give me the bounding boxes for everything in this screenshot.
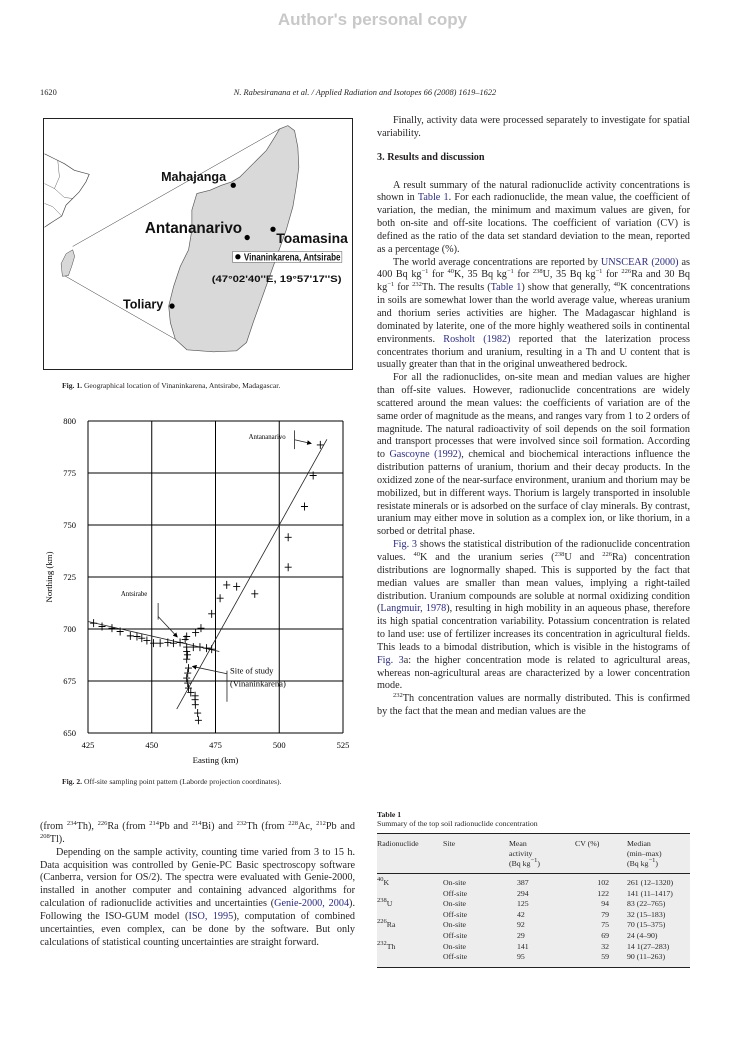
label-coordinates: (47°02'40''E, 19°57'17''S) xyxy=(211,274,342,286)
madagascar-map xyxy=(44,119,352,369)
data-point-plus xyxy=(217,594,224,602)
cell-site: Off-site xyxy=(443,952,468,962)
text-run: . For each radionuclide, the mean value, the coefficient of variation, the median, the minimum and maximum values are given, for both on-site and off-site locations. The coefficient of variation (CV) is defined as the ratio of the data set standard deviation to the mean, reported as a percentage (%). xyxy=(377,192,690,255)
annotation-arrow-site-of-study xyxy=(193,666,227,673)
annotation-arrow-antananarivo xyxy=(295,440,312,444)
annotation-label: Site of study xyxy=(230,665,274,676)
y-tick-label: 800 xyxy=(63,416,76,426)
cell-radionuclide xyxy=(377,952,443,967)
text-run: for xyxy=(428,269,448,281)
data-point-plus xyxy=(184,679,191,687)
data-point-plus xyxy=(133,632,140,640)
superscript: 226 xyxy=(621,268,632,276)
city-dot-antananarivo xyxy=(245,235,250,240)
cell-radionuclide xyxy=(377,874,443,889)
cell-median: 70 (15–375) xyxy=(627,920,666,930)
citation-link[interactable]: Rosholt (1982) xyxy=(443,333,511,345)
superscript: 232 xyxy=(412,281,422,289)
cell-median: 90 (11–263) xyxy=(627,952,666,962)
text-run: Ra) concentration distributions are lognormally shaped. This is supported by the fact that median values are smaller than mean values, implying a right-tailed distribution. Uranium compounds are soluble at normal oxidizing condition ( xyxy=(377,552,690,615)
cell-mean: 29 xyxy=(517,930,525,940)
label-mahajanga: Mahajanga xyxy=(161,169,227,184)
data-point-plus xyxy=(184,651,191,659)
header-site: Site xyxy=(443,834,509,874)
x-tick-label: 450 xyxy=(145,740,159,750)
table-row xyxy=(377,931,690,942)
cell-median: 83 (22–765) xyxy=(627,899,666,909)
y-tick-label: 750 xyxy=(63,520,76,530)
x-tick-label: 525 xyxy=(336,740,350,750)
page-number: 1620 xyxy=(40,88,57,97)
paragraph xyxy=(377,539,690,693)
data-point-plus xyxy=(285,533,292,541)
header-sup: −1 xyxy=(530,857,538,864)
superscript: 214 xyxy=(191,820,202,827)
citation-link[interactable]: UNSCEAR (2000) xyxy=(600,256,679,268)
paragraph xyxy=(377,372,690,539)
cell-mean: 95 xyxy=(517,952,525,962)
data-point-plus xyxy=(317,441,324,449)
header-text: ) xyxy=(655,859,658,868)
watermark: Author's personal copy xyxy=(277,10,468,29)
text-run: U and xyxy=(564,552,603,563)
annotation-label: Antsirabe xyxy=(120,590,148,598)
cell-radionuclide xyxy=(377,920,443,931)
table-1 xyxy=(377,810,690,968)
x-tick-label: 475 xyxy=(209,740,222,750)
cell-median: 141 (11–1417) xyxy=(627,888,673,898)
text-run: Tl). xyxy=(49,833,65,845)
text-run: reported that the laterization process concentrates thorium and uranium, resulting in a Th and U content that is usually greater than that in the original unweathered bedrock. xyxy=(377,333,690,371)
cell-mean: 141 xyxy=(517,941,529,951)
data-point-plus xyxy=(108,624,115,632)
y-tick-label: 650 xyxy=(63,728,76,738)
data-point-plus xyxy=(185,664,192,672)
data-point-plus xyxy=(285,563,292,571)
text-run: Th), xyxy=(76,821,98,832)
header-text: ) xyxy=(537,859,540,868)
cell-cv: 59 xyxy=(601,952,609,962)
cell-cv: 79 xyxy=(601,909,609,919)
cell-site: On-site xyxy=(443,920,466,930)
mass-number: 232 xyxy=(377,939,387,947)
superscript: 238 xyxy=(532,268,543,276)
text-run: shows the statistical distribution of the radionuclide concentration values. xyxy=(377,539,691,563)
header-median xyxy=(627,834,690,874)
header-text: (Bq kg xyxy=(627,859,649,868)
cell-site: Off-site xyxy=(443,909,468,919)
paragraph xyxy=(40,847,355,950)
text-run: Ra (from xyxy=(107,821,150,832)
table-header-row xyxy=(377,834,690,874)
cell-cv: 94 xyxy=(601,899,609,909)
header-text: Mean xyxy=(509,839,527,848)
label-vinaninkarena: Vinaninkarena, Antsirabe xyxy=(243,252,341,264)
x-axis-label: Easting (km) xyxy=(192,755,239,765)
label-toliary: Toliary xyxy=(123,297,164,312)
superscript: 214 xyxy=(149,820,159,827)
left-column-text xyxy=(40,821,355,949)
text-run: K and the uranium series ( xyxy=(419,552,555,563)
header-sup: −1 xyxy=(648,857,656,864)
cell-radionuclide xyxy=(377,939,443,953)
element-symbol: Th xyxy=(386,941,396,951)
cell-cv: 122 xyxy=(597,888,609,898)
text-run: (from xyxy=(40,821,67,832)
cell-site: On-site xyxy=(443,899,466,909)
table-caption: Summary of the top soil radionuclide concentration xyxy=(377,819,538,828)
citation-link[interactable]: Fig. 3 xyxy=(377,654,404,666)
text-run: Ac, xyxy=(297,821,317,832)
data-point-plus xyxy=(208,645,215,653)
header-mean-activity xyxy=(509,834,575,874)
data-point-plus xyxy=(190,643,197,651)
data-point-plus xyxy=(197,624,204,632)
cell-radionuclide xyxy=(377,899,443,910)
text-run: Ra and 30 Bq kg xyxy=(377,269,690,294)
y-tick-label: 675 xyxy=(63,676,76,686)
text-run: The world average concentrations are reported by xyxy=(393,256,601,268)
header-radionuclide: Radionuclide xyxy=(377,834,443,874)
citation-link[interactable]: Fig. 3 xyxy=(393,539,418,551)
mass-number: 226 xyxy=(377,918,387,926)
text-run: Bi) and xyxy=(201,821,237,832)
data-point-plus xyxy=(192,629,199,637)
text-run: K concentrations in soils are somewhat lower than the world average value, whereas uranium and thorium series activities are higher. The Madagascar highland is dominated by laterite, one of the more highly weathered soils in continental environments. xyxy=(377,282,690,345)
figure-2-caption xyxy=(62,777,281,786)
figure-2-scatter-chart xyxy=(40,410,360,775)
header-text: activity xyxy=(509,849,533,858)
cell-mean: 42 xyxy=(517,909,525,919)
data-point-plus xyxy=(183,655,190,663)
text-run: for xyxy=(602,269,622,281)
citation-link[interactable]: Table 1 xyxy=(417,192,449,204)
journal-citation: N. Rabesiranana et al. / Applied Radiation and Isotopes 66 (2008) 1619–1622 xyxy=(233,88,497,97)
africa-borders xyxy=(45,184,73,199)
header-text: (min–max) xyxy=(627,849,662,858)
data-point-plus xyxy=(138,634,145,642)
table-row xyxy=(377,889,690,900)
text-run: ), resulting in high mobility in an aqueous phase, therefore its high spatial concentration variability. Potassium concentration is related to land use: use of fertilizer increases its concentration in agricultural fields. This leads to a bimodal distribution, which is visible in the histograms of xyxy=(377,603,690,653)
superscript: −1 xyxy=(506,268,514,276)
figure-1-label: Fig. 1. xyxy=(62,381,83,390)
cell-mean: 294 xyxy=(517,888,529,898)
superscript: 40 xyxy=(447,268,454,276)
text-run: as 400 Bq kg xyxy=(377,256,690,281)
madagascar-inset xyxy=(61,250,75,276)
paragraph xyxy=(377,180,690,257)
table-label: Table 1 xyxy=(377,810,402,819)
data-point-plus xyxy=(143,636,150,644)
superscript: 212 xyxy=(316,820,326,827)
data-point-plus xyxy=(301,502,308,510)
text-run: Finally, activity data were processed separately to investigate for spatial variability. xyxy=(377,115,690,139)
citation-link[interactable]: Table 1 xyxy=(490,282,522,294)
cell-site: Off-site xyxy=(443,930,468,940)
paragraph xyxy=(377,257,690,373)
cell-cv: 69 xyxy=(601,930,609,940)
cell-mean: 387 xyxy=(517,878,529,887)
superscript: 208 xyxy=(40,832,50,840)
city-dot-vinaninkarena xyxy=(235,254,240,259)
data-point-plus xyxy=(251,590,258,598)
text-run: Pb and xyxy=(325,821,355,832)
text-run: For all the radionuclides, on-site mean and median values are higher than off-site values. However, radionuclide concentrations are widely scattered around the mean values: the coefficients of variation are of the same order of magnitude as the means, and ranges vary from 1 to 2 orders of magnitude. The natural radioactivity of soil depends on the soil formation and transport processes that were involved since soil formation. According to xyxy=(377,372,690,461)
superscript: 226 xyxy=(602,551,612,558)
superscript: −1 xyxy=(421,268,429,276)
radionuclide-summary-table xyxy=(377,833,690,968)
text-run: for xyxy=(513,269,533,281)
data-point-plus xyxy=(184,669,191,677)
figure-1-caption-text: Geographical location of Vinaninkarena, Antsirabe, Madagascar. xyxy=(83,381,281,390)
text-run: a: the higher concentration mode is related to agricultural areas, whereas non-agricultural areas are characterized by a lower concentration mode. xyxy=(377,654,690,692)
superscript: 232 xyxy=(393,692,403,700)
data-point-plus xyxy=(194,709,201,717)
section-heading: 3. Results and discussion xyxy=(377,151,485,163)
cell-site: On-site xyxy=(443,941,466,951)
right-column-text xyxy=(377,115,690,719)
city-dot-mahajanga xyxy=(231,183,236,188)
table-row xyxy=(377,952,690,967)
table-row xyxy=(377,920,690,931)
y-tick-label: 725 xyxy=(63,572,76,582)
text-run: Th concentration values are normally distributed. This is confirmed by the fact that the mean and median values are the xyxy=(377,693,690,718)
text-run: Th (from xyxy=(246,821,289,832)
figure-1-map xyxy=(43,118,353,370)
label-toamasina: Toamasina xyxy=(276,230,348,247)
text-run: ) show that generally, xyxy=(521,282,614,294)
header-cv: CV (%) xyxy=(575,834,627,874)
x-tick-label: 500 xyxy=(272,740,286,750)
paragraph xyxy=(40,821,355,847)
table-row xyxy=(377,899,690,910)
table-row xyxy=(377,910,690,921)
data-point-plus xyxy=(233,583,240,591)
y-axis-label: Northing (km) xyxy=(44,551,54,603)
paragraph xyxy=(377,693,690,719)
citation-link[interactable]: Genie-2000, 2004 xyxy=(274,898,350,910)
annotation-arrow-antsirabe xyxy=(158,617,177,637)
y-tick-label: 775 xyxy=(63,468,76,478)
data-point-plus xyxy=(164,639,171,647)
superscript: 40 xyxy=(413,551,420,558)
data-point-plus xyxy=(223,581,230,589)
y-tick-label: 700 xyxy=(63,624,76,634)
mass-number: 40 xyxy=(377,876,384,883)
cell-cv: 32 xyxy=(601,941,609,951)
text-run: Depending on the sample activity, counting time varied from 3 to 15 h. Data acquisition was controlled by Genie-PC Basic spectroscopy software (Canberra, version for OS/2). The spectra were evaluated with Genie-2000, installed in another computer and containing advanced algorithms for calculation of radionuclide activities and uncertainties ( xyxy=(40,846,355,910)
data-point-plus xyxy=(157,639,164,647)
text-run: U, 35 Bq kg xyxy=(542,269,596,281)
element-symbol: K xyxy=(383,878,390,887)
citation-link[interactable]: Gascoyne (1992) xyxy=(389,449,462,461)
annotation-label: Antananarivo xyxy=(248,434,286,442)
header-text: Median xyxy=(627,839,651,848)
text-run: A result summary of the natural radionuclide activity concentrations is shown in xyxy=(377,179,690,204)
table-row xyxy=(377,942,690,953)
table-row xyxy=(377,874,690,889)
superscript: 234 xyxy=(66,820,77,827)
element-symbol: Ra xyxy=(386,920,396,930)
figure-2-caption-text: Off-site sampling point pattern (Laborde projection coordinates). xyxy=(83,777,282,786)
paragraph xyxy=(377,115,690,141)
x-tick-label: 425 xyxy=(81,740,95,750)
figure-1-caption xyxy=(62,381,280,390)
africa-borders xyxy=(45,203,62,216)
cell-cv: 75 xyxy=(601,920,609,930)
data-point-plus xyxy=(150,639,157,647)
element-symbol: U xyxy=(386,899,393,909)
africa-coastline xyxy=(45,154,90,228)
cell-median: 261 (12–1320) xyxy=(627,878,674,887)
data-point-plus xyxy=(183,647,190,655)
data-point-plus xyxy=(90,619,97,627)
city-dot-toliary xyxy=(169,303,174,308)
cell-mean: 92 xyxy=(517,920,525,930)
data-point-plus xyxy=(208,610,215,618)
text-run: ). Following the ISO-GUM model ( xyxy=(40,898,355,922)
text-run: ), computation of combined uncertainties, even complex, can be done by the software. But only calculations of statistical counting uncertainties are straight forward. xyxy=(40,910,355,948)
data-point-plus xyxy=(195,716,202,724)
superscript: 40 xyxy=(613,281,621,289)
city-dot-toamasina xyxy=(270,227,275,232)
mass-number: 238 xyxy=(377,897,387,905)
cell-median: 32 (15–183) xyxy=(627,909,666,919)
text-run: Pb and xyxy=(158,821,192,832)
superscript: 232 xyxy=(236,820,247,827)
data-point-plus xyxy=(192,701,199,709)
cell-cv: 102 xyxy=(597,878,609,887)
text-run: for xyxy=(394,282,413,294)
superscript: 238 xyxy=(554,551,565,558)
data-point-plus xyxy=(127,632,134,640)
superscript: −1 xyxy=(387,281,395,289)
cell-mean: 125 xyxy=(517,899,529,909)
cell-site: On-site xyxy=(443,878,466,887)
data-point-plus xyxy=(196,643,203,651)
header-text: (Bq kg xyxy=(509,859,531,868)
citation-link[interactable]: Langmuir, 1978 xyxy=(380,603,447,615)
citation-link[interactable]: ISO, 1995 xyxy=(188,910,234,922)
superscript: 228 xyxy=(288,820,298,827)
text-run: Th. The results ( xyxy=(421,282,491,294)
label-antananarivo: Antananarivo xyxy=(144,220,243,238)
cell-median: 14 1(27–283) xyxy=(627,941,670,951)
africa-borders xyxy=(54,160,59,188)
text-run: , chemical and biochemical interactions influence the distribution patterns of uranium, thorium and their decay products. In the oxidized zone of the near-surface environment, uranium and thorium may be mobilized, but in different ways. Thorium is largely transported in insoluble resistate minerals or is adsorbed on the surface of clay minerals. By contrast, uranium may either move in solution as a complex ion, or like thorium, in a sorbed or detrital phase. xyxy=(377,449,690,538)
cell-median: 24 (4–90) xyxy=(627,930,658,940)
cell-site: Off-site xyxy=(443,888,468,898)
annotation-label: (Vinaninkarena) xyxy=(230,678,286,689)
superscript: 226 xyxy=(97,820,108,827)
superscript: −1 xyxy=(595,268,603,276)
figure-2-label: Fig. 2. xyxy=(62,777,83,786)
text-run: K, 35 Bq kg xyxy=(453,269,507,281)
